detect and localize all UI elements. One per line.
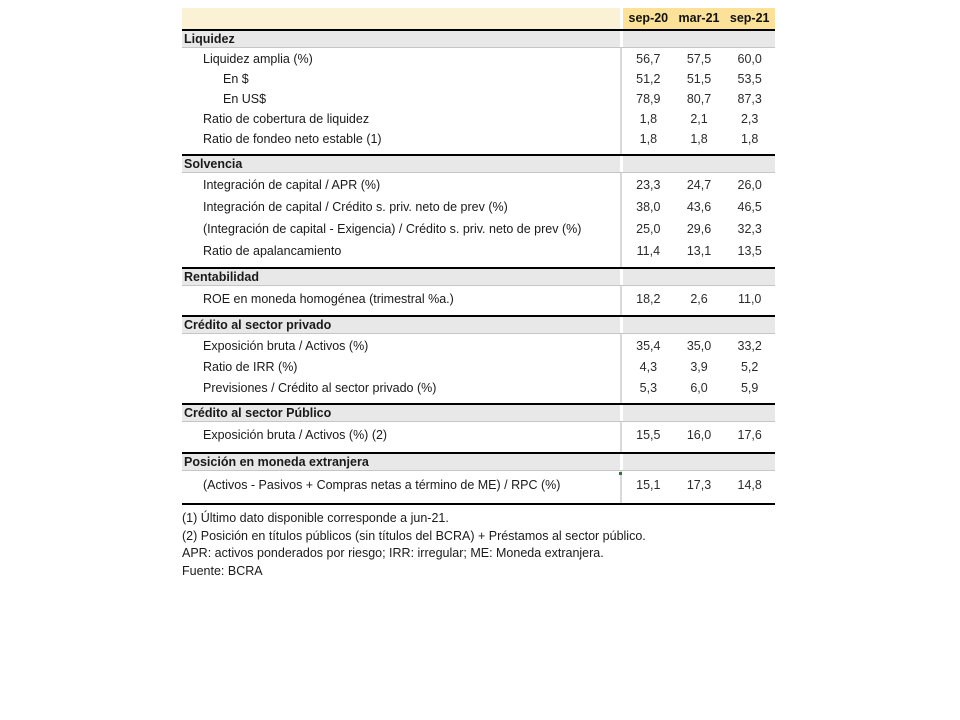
cell-value: 5,3 — [639, 380, 658, 395]
row-values — [620, 478, 775, 492]
row-values — [620, 200, 775, 214]
section-band-values — [623, 454, 775, 470]
cell-value: 4,3 — [639, 359, 658, 374]
table-row — [182, 69, 775, 89]
table-row — [182, 356, 775, 377]
row-label: Liquidez amplia (%) — [203, 52, 313, 66]
section-rows — [182, 422, 775, 452]
section-band-values — [623, 156, 775, 172]
footnotes — [182, 510, 775, 580]
column-divider-line — [620, 173, 622, 267]
section-title: Rentabilidad — [182, 269, 620, 285]
cell-value: 17,6 — [737, 428, 762, 442]
cell-value: 11,4 — [636, 244, 661, 258]
row-values — [620, 112, 775, 126]
section — [182, 267, 775, 315]
section-band — [182, 405, 775, 422]
table-row — [182, 174, 775, 196]
cell-value: 1,8 — [690, 132, 708, 146]
table-row — [182, 377, 775, 398]
cell-value: 15,1 — [636, 478, 661, 492]
row-values — [620, 72, 775, 86]
cell-value: 1,8 — [639, 112, 658, 126]
section-band — [182, 454, 775, 471]
header-label-spacer — [182, 8, 620, 29]
section-band — [182, 31, 775, 48]
table-row — [182, 218, 775, 240]
section — [182, 403, 775, 452]
cell-value: 78,9 — [636, 92, 661, 106]
cell-value: 15,5 — [636, 428, 661, 442]
column-divider-line — [620, 471, 622, 503]
cell-value: 51,5 — [686, 72, 712, 86]
cell-value: 35,0 — [686, 338, 712, 353]
row-label: Ratio de fondeo neto estable (1) — [203, 132, 382, 146]
column-divider-line — [620, 286, 622, 315]
row-label: Integración de capital / Crédito s. priv. neto de prev (%) — [203, 200, 508, 214]
cell-value: 29,6 — [686, 222, 712, 236]
row-values — [620, 339, 775, 353]
row-values — [620, 381, 775, 395]
row-label: ROE en moneda homogénea (trimestral %a.) — [203, 291, 454, 306]
cell-value: 5,9 — [740, 380, 759, 395]
cell-value: 13,5 — [737, 244, 762, 258]
cell-value: 5,2 — [740, 359, 759, 374]
section-title: Crédito al sector privado — [182, 317, 620, 333]
section — [182, 315, 775, 403]
table-row — [182, 196, 775, 218]
cell-value: 13,1 — [686, 244, 712, 258]
section-rows — [182, 334, 775, 403]
section-rows — [182, 471, 775, 503]
section-title: Crédito al sector Público — [182, 405, 620, 421]
row-values — [620, 92, 775, 106]
row-values — [620, 52, 775, 66]
table-header-row — [182, 8, 775, 29]
row-values — [620, 292, 775, 306]
cell-value: 2,1 — [690, 112, 708, 126]
table-row — [182, 129, 775, 149]
row-label: En $ — [223, 72, 249, 86]
table-row — [182, 49, 775, 69]
section-band — [182, 156, 775, 173]
cell-value: 23,3 — [636, 178, 661, 192]
section — [182, 452, 775, 503]
cell-value: 35,4 — [636, 338, 661, 353]
row-values — [620, 244, 775, 258]
footnote-line: Fuente: BCRA — [182, 563, 263, 578]
column-header: sep-20 — [628, 11, 669, 25]
section-band — [182, 269, 775, 286]
row-label: Ratio de cobertura de liquidez — [203, 112, 370, 126]
cell-value: 25,0 — [636, 222, 661, 236]
row-label: Exposición bruta / Activos (%) — [203, 338, 369, 353]
cell-value: 11,0 — [737, 291, 762, 306]
row-values — [620, 178, 775, 192]
section-band-values — [623, 405, 775, 421]
table-row — [182, 335, 775, 356]
cell-value: 14,8 — [737, 478, 762, 492]
row-label: Exposición bruta / Activos (%) (2) — [203, 428, 388, 442]
column-divider-line — [620, 334, 622, 403]
column-divider-line — [620, 48, 622, 154]
table-row — [182, 89, 775, 109]
cell-value: 3,9 — [690, 359, 708, 374]
cell-value: 2,6 — [690, 291, 708, 306]
cell-value: 46,5 — [737, 200, 762, 214]
section-rows — [182, 286, 775, 315]
financial-indicators-table — [182, 8, 775, 580]
cell-value: 26,0 — [737, 178, 762, 192]
table-row — [182, 423, 775, 447]
column-header: sep-21 — [729, 11, 770, 25]
section-band-values — [623, 269, 775, 285]
cell-value: 53,5 — [737, 72, 762, 86]
table-sections — [182, 29, 775, 503]
cell-value: 87,3 — [737, 92, 762, 106]
cell-value: 17,3 — [686, 478, 712, 492]
section-title: Liquidez — [182, 31, 620, 47]
row-label: Ratio de IRR (%) — [203, 359, 298, 374]
cell-value: 1,8 — [740, 132, 759, 146]
section-rows — [182, 173, 775, 267]
section — [182, 154, 775, 267]
table-bottom-rule — [182, 503, 775, 505]
cell-value: 6,0 — [690, 380, 708, 395]
footnote-line: (1) Último dato disponible corresponde a jun-21. — [182, 511, 449, 525]
cell-value: 57,5 — [686, 52, 712, 66]
row-label: (Integración de capital - Exigencia) / Crédito s. priv. neto de prev (%) — [203, 222, 582, 236]
section-band-values — [623, 31, 775, 47]
row-values — [620, 428, 775, 442]
row-values — [620, 222, 775, 236]
row-values — [620, 132, 775, 146]
row-label: Integración de capital / APR (%) — [203, 178, 381, 192]
section-band-values — [623, 317, 775, 333]
section-band — [182, 317, 775, 334]
header-period-columns — [623, 8, 775, 29]
footnote-line: APR: activos ponderados por riesgo; IRR: irregular; ME: Moneda extranjera. — [182, 546, 604, 560]
cell-value: 16,0 — [686, 428, 712, 442]
cell-value: 38,0 — [636, 200, 661, 214]
section-rows — [182, 48, 775, 154]
cell-comment-marker — [619, 472, 622, 475]
section — [182, 29, 775, 154]
row-values — [620, 360, 775, 374]
cell-value: 32,3 — [737, 222, 762, 236]
row-label: Previsiones / Crédito al sector privado (%) — [203, 380, 437, 395]
table-row — [182, 287, 775, 310]
cell-value: 51,2 — [636, 72, 661, 86]
cell-value: 18,2 — [636, 291, 661, 306]
row-label: En US$ — [223, 92, 267, 106]
cell-value: 2,3 — [740, 112, 759, 126]
table-row — [182, 109, 775, 129]
cell-value: 24,7 — [686, 178, 712, 192]
table-row — [182, 472, 775, 498]
cell-value: 56,7 — [636, 52, 661, 66]
footnote-line: (2) Posición en títulos públicos (sin títulos del BCRA) + Préstamos al sector público. — [182, 528, 646, 543]
row-label: Ratio de apalancamiento — [203, 244, 342, 258]
cell-value: 80,7 — [686, 92, 712, 106]
cell-value: 60,0 — [737, 52, 762, 66]
row-label: (Activos - Pasivos + Compras netas a término de ME) / RPC (%) — [203, 478, 561, 492]
cell-value: 33,2 — [737, 338, 762, 353]
table-row — [182, 240, 775, 262]
cell-value: 1,8 — [639, 132, 658, 146]
column-divider-line — [620, 422, 622, 452]
cell-value: 43,6 — [686, 200, 712, 214]
section-title: Posición en moneda extranjera — [182, 454, 620, 470]
section-title: Solvencia — [182, 156, 620, 172]
column-header: mar-21 — [678, 11, 720, 25]
